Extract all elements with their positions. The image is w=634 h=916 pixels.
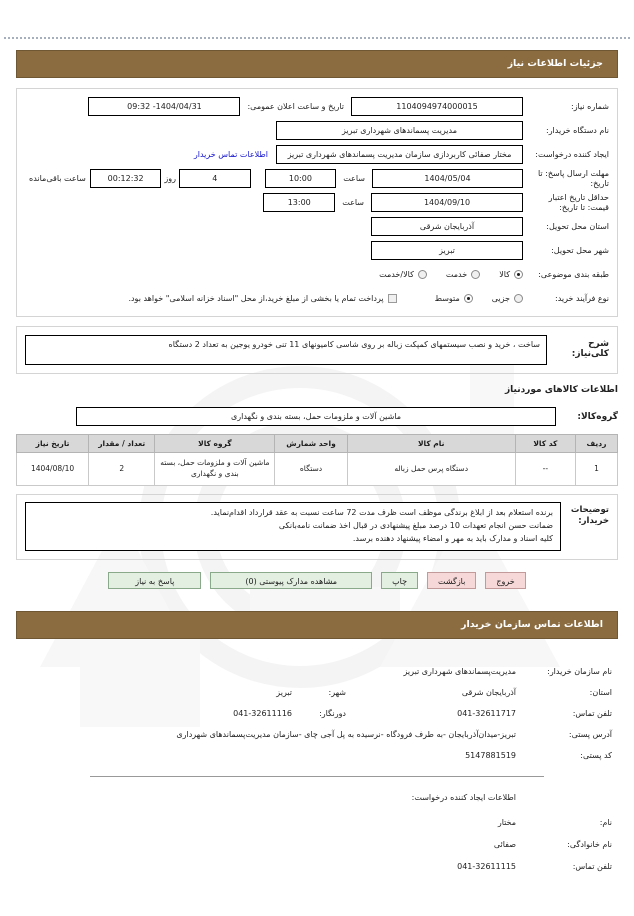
category-option-goods[interactable] <box>499 270 523 279</box>
contact-org-label: نام سازمان خریدار: <box>547 666 612 676</box>
category-row <box>25 265 609 284</box>
goods-table-header-row <box>17 435 618 453</box>
radio-icon[interactable] <box>471 270 480 279</box>
contact-province-row <box>22 688 612 697</box>
contact-city-value: تبریز <box>276 687 292 697</box>
buyer-notes-text <box>25 502 561 551</box>
radio-icon[interactable] <box>514 270 523 279</box>
process-option-medium-label: متوسط <box>434 294 460 304</box>
goods-section <box>16 401 618 486</box>
validity-row <box>25 193 609 212</box>
contact-org-value: مدیریت‌پسماندهای شهرداری تبریز <box>403 666 516 676</box>
contact-province-value: آذربایجان شرقی <box>461 687 516 697</box>
category-label: طبقه بندی موضوعی: <box>538 269 609 279</box>
remaining-days-value: 4 <box>179 169 251 188</box>
contact-postal-label: کد پستی: <box>580 750 612 760</box>
cell-quantity: 2 <box>89 453 155 486</box>
goods-section-title: اطلاعات کالاهای موردنیاز <box>504 385 618 396</box>
contact-org-row <box>22 667 612 676</box>
page-root <box>0 37 634 871</box>
creator-name-value: مختار <box>497 817 516 827</box>
cell-need-date: 1404/08/10 <box>17 453 89 486</box>
city-value: تبریز <box>371 241 523 260</box>
buyer-contact-link[interactable]: اطلاعات تماس خریدار <box>193 150 268 159</box>
table-row <box>17 453 618 486</box>
process-option-minor-label: جزیی <box>491 294 510 304</box>
contact-address-value: تبریز-میدان‌آذربایجان -به طرف فرودگاه -نرسیده به پل آجی چای -سازمان مدیریت‌پسماندهای شهرداری <box>176 729 516 739</box>
validity-label: حداقل تاریخ اعتبار قیمت: تا تاریخ: <box>548 193 609 212</box>
buyer-notes-line-1: برنده استعلام بعد از ابلاغ برندگی موظف است ظرف مدت 72 ساعت نسبت به عقد قرارداد اقدام‌نماید. <box>210 508 553 518</box>
deadline-row <box>25 169 609 188</box>
creator-family-label: نام خانوادگی: <box>567 839 612 849</box>
announce-label: تاریخ و ساعت اعلان عمومی: <box>247 102 344 111</box>
cell-code: -- <box>515 453 575 486</box>
goods-group-label: گروه‌کالا: <box>577 411 618 422</box>
countdown-clock-value: 00:12:32 <box>90 169 162 188</box>
contact-phone-row <box>22 709 612 718</box>
column-header-group: گروه کالا <box>155 435 275 453</box>
deadline-date-value: 1404/05/04 <box>372 169 523 188</box>
contact-postal-value: 5147881519 <box>465 750 516 760</box>
creator-label: ایجاد کننده درخواست: <box>535 149 609 159</box>
process-option-minor[interactable] <box>492 294 523 303</box>
top-divider <box>4 37 630 39</box>
province-value: آذربایجان شرقی <box>371 217 523 236</box>
respond-to-need-button[interactable]: پاسخ به نیاز <box>108 572 201 589</box>
contact-phone-value: 041-32611717 <box>457 708 516 718</box>
cell-name: دستگاه پرس حمل زباله <box>347 453 515 486</box>
contact-divider <box>90 776 544 777</box>
column-header-quantity: تعداد / مقدار <box>89 435 155 453</box>
goods-group-row <box>16 407 618 426</box>
contact-phone-label: تلفن تماس: <box>572 708 612 718</box>
creator-phone-label: تلفن تماس: <box>572 861 612 871</box>
column-header-need-date: تاریخ نیاز <box>17 435 89 453</box>
category-option-goods-label: کالا <box>499 270 510 280</box>
column-header-index: ردیف <box>575 435 617 453</box>
radio-icon[interactable] <box>418 270 427 279</box>
view-attachments-button[interactable]: مشاهده مدارک پیوستی (0) <box>210 572 372 589</box>
validity-date-value: 1404/09/10 <box>371 193 523 212</box>
city-row <box>25 241 609 260</box>
column-header-code: کد کالا <box>515 435 575 453</box>
contact-section <box>16 653 618 768</box>
announce-value: 1404/04/31- 09:32 <box>88 97 240 116</box>
need-details-panel <box>16 88 618 317</box>
category-option-goods-service-label: کالا/خدمت <box>379 270 414 280</box>
buyer-notes-label: توضیحات خریدار: <box>570 505 609 527</box>
validity-time-value: 13:00 <box>263 193 335 212</box>
contact-province-label: استان: <box>589 687 612 697</box>
creator-row <box>25 145 609 164</box>
creator-phone-value: 041-32611115 <box>457 861 516 871</box>
cell-group: ماشین آلات و ملزومات حمل، بسته بندی و نگهداری <box>155 453 275 486</box>
city-label: شهر محل تحویل: <box>551 245 609 255</box>
need-number-row <box>25 97 609 116</box>
buyer-notes-line-2: ضمانت حسن انجام تعهدات 10 درصد مبلغ پیشنهادی در قبال اخذ ضمانت نامه‌بانکی <box>278 521 553 531</box>
creator-name-row <box>22 818 612 827</box>
countdown-clock-label: ساعت باقی‌مانده <box>29 174 86 184</box>
contact-city-label: شهر: <box>328 687 346 697</box>
contact-address-label: آدرس پستی: <box>568 729 612 739</box>
deadline-time-label: ساعت <box>343 174 365 184</box>
page-title: جزئیات اطلاعات نیاز <box>16 50 618 78</box>
creator-info-title: اطلاعات ایجاد کننده درخواست: <box>411 792 516 802</box>
contact-address-row <box>22 730 612 739</box>
goods-group-value: ماشین آلات و ملزومات حمل، بسته بندی و نگهداری <box>76 407 556 426</box>
creator-family-row <box>22 840 612 849</box>
treasury-checkbox-label: پرداخت تمام یا بخشی از مبلغ خرید،از محل "اسناد خزانه اسلامی" خواهد بود. <box>128 294 384 304</box>
buyer-org-value: مدیریت پسماندهای شهرداری تبریز <box>276 121 523 140</box>
category-radio-group[interactable] <box>363 270 523 279</box>
creator-info-section <box>16 793 618 871</box>
general-description-label: شرح کلی‌نیاز: <box>571 339 609 360</box>
cell-unit: دستگاه <box>275 453 347 486</box>
buyer-notes-section <box>16 494 618 560</box>
deadline-time-value: 10:00 <box>265 169 337 188</box>
category-option-service-label: خدمت <box>445 270 468 280</box>
deadline-label: مهلت ارسال پاسخ: تا تاریخ: <box>537 169 609 188</box>
cell-index: 1 <box>575 453 617 486</box>
buyer-org-row <box>25 121 609 140</box>
print-button[interactable]: چاپ <box>381 572 418 589</box>
exit-button[interactable]: خروج <box>485 572 525 589</box>
creator-family-value: صفائی <box>493 839 516 849</box>
buyer-org-label: نام دستگاه خریدار: <box>546 125 609 135</box>
process-radio-group[interactable] <box>419 294 523 303</box>
buyer-notes-line-3: کلیه اسناد و مدارک باید به مهر و امضاء پیشنهاد دهنده برسد. <box>352 534 553 544</box>
province-row <box>25 217 609 236</box>
column-header-name: نام کالا <box>347 435 515 453</box>
remaining-days-label: روز <box>164 174 176 184</box>
need-number-value: 1104094974000015 <box>351 97 523 116</box>
general-description-section <box>16 326 618 374</box>
treasury-checkbox-option[interactable] <box>128 294 396 303</box>
process-label: نوع فرآیند خرید: <box>555 293 609 303</box>
contact-section-title: اطلاعات تماس سازمان خریدار <box>16 611 618 639</box>
goods-table <box>16 434 618 486</box>
category-option-service[interactable] <box>446 270 480 279</box>
back-button[interactable]: بازگشت <box>427 572 476 589</box>
validity-time-label: ساعت <box>342 198 364 208</box>
action-button-bar <box>16 572 618 589</box>
contact-postal-row <box>22 751 612 760</box>
contact-fax-value: 041-32611116 <box>233 708 292 718</box>
contact-fax-label: دورنگار: <box>319 708 346 718</box>
radio-icon[interactable] <box>464 294 473 303</box>
need-number-label: شماره نیاز: <box>571 101 609 111</box>
creator-name-label: نام: <box>599 817 612 827</box>
province-label: استان محل تحویل: <box>546 221 609 231</box>
category-option-goods-service[interactable] <box>379 270 427 279</box>
column-header-unit: واحد شمارش <box>275 435 347 453</box>
general-description-text: ساخت ، خرید و نصب سیستمهای کمپکت زباله بر روی شاسی کامیونهای 11 تنی خودرو یوجین به تعداد 2 دستگاه <box>25 335 547 365</box>
creator-phone-row <box>22 862 612 871</box>
creator-value: مختار صفائی کاربردازی سازمان مدیریت پسماندهای شهرداری تبریز <box>276 145 523 164</box>
process-option-medium[interactable] <box>435 294 473 303</box>
process-row <box>25 289 609 308</box>
checkbox-icon[interactable] <box>388 294 397 303</box>
radio-icon[interactable] <box>514 294 523 303</box>
